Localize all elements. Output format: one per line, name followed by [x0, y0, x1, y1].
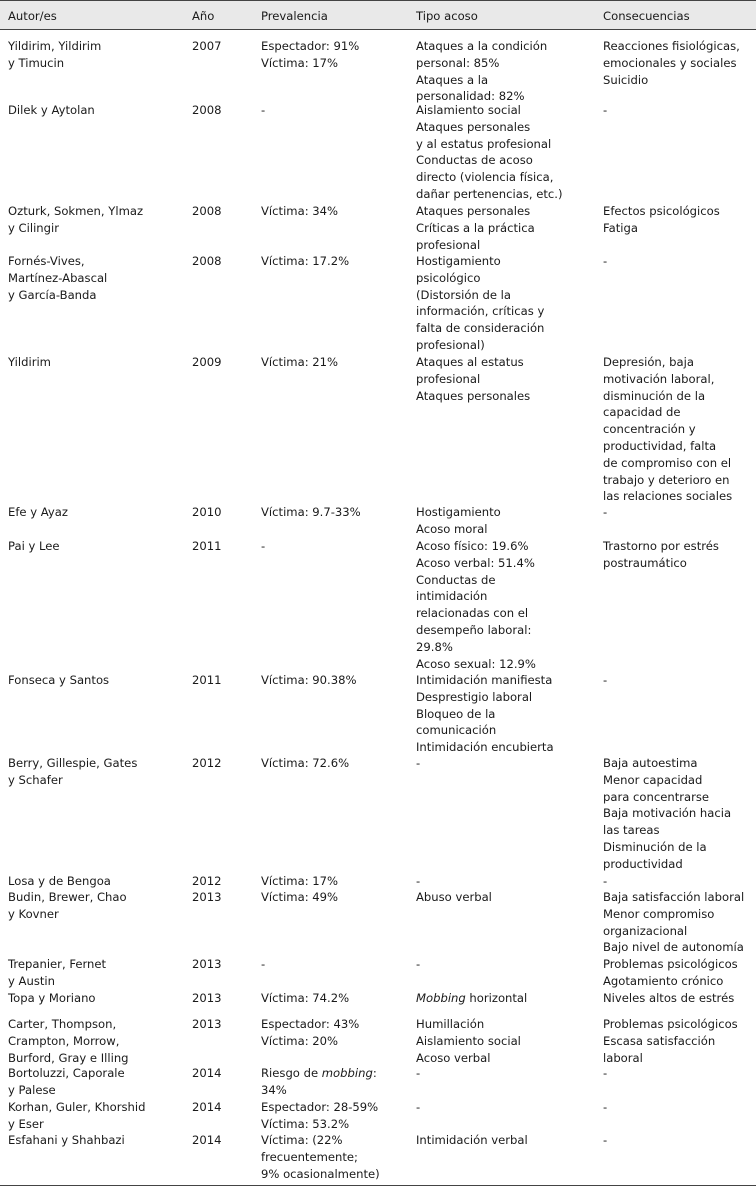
cell-anio: 2014 — [192, 1066, 222, 1080]
cell-anio: 2013 — [192, 991, 222, 1005]
cell-anio: 2009 — [192, 355, 222, 369]
cell-autor: Efe y Ayaz — [8, 505, 68, 519]
cell-autor: Dilek y Aytolan — [8, 103, 95, 117]
cell-tipo: Hostigamiento psicológico (Distorsión de la información, críticas y falta de consideración profesional) — [416, 254, 545, 352]
cell-anio: 2012 — [192, 756, 222, 770]
cell-tipo: Aislamiento social Ataques personales y al estatus profesional Conductas de acoso directo (violencia física, dañar pertenencias, etc.) — [416, 103, 563, 201]
cell-consecuencias: Problemas psicológicos Agotamiento crónico — [603, 957, 738, 988]
cell-prevalencia-rest: : 34% — [261, 1066, 377, 1097]
header-autor: Autor/es — [8, 9, 57, 23]
header-tipo: Tipo acoso — [416, 9, 478, 23]
cell-tipo: Ataques al estatus profesional Ataques personales — [416, 355, 531, 403]
cell-consecuencias: - — [603, 254, 608, 268]
cell-prevalencia: - — [261, 103, 266, 117]
cell-autor: Yildirim, Yildirim y Timucin — [8, 39, 102, 70]
cell-prevalencia: Víctima: 74.2% — [261, 991, 350, 1005]
cell-autor: Carter, Thompson, Crampton, Morrow, Burford, Gray e Illing — [8, 1017, 129, 1065]
cell-tipo-rest: horizontal — [465, 991, 528, 1005]
cell-prevalencia — [261, 1065, 411, 1099]
cell-anio: 2011 — [192, 539, 222, 553]
cell-autor: Yildirim — [8, 355, 51, 369]
cell-autor: Ozturk, Sokmen, Ylmaz y Cilingir — [8, 204, 144, 235]
cell-consecuencias: Reacciones fisiológicas, emocionales y sociales Suicidio — [603, 39, 740, 87]
cell-anio: 2011 — [192, 673, 222, 687]
cell-consecuencias: - — [603, 673, 608, 687]
cell-anio: 2008 — [192, 254, 222, 268]
cell-consecuencias: - — [603, 103, 608, 117]
cell-tipo: Abuso verbal — [416, 890, 492, 904]
cell-consecuencias: - — [603, 1100, 608, 1114]
cell-autor: Esfahani y Shahbazi — [8, 1133, 125, 1147]
header-prevalencia: Prevalencia — [261, 9, 328, 23]
cell-prevalencia-pre: Riesgo de — [261, 1066, 322, 1080]
cell-consecuencias: Baja autoestima Menor capacidad para concentrarse Baja motivación hacia las tareas Disminución de la productividad — [603, 756, 732, 871]
cell-prevalencia: Espectador: 91% Víctima: 17% — [261, 39, 360, 70]
cell-prevalencia: Víctima: 17% — [261, 874, 339, 888]
cell-consecuencias: Niveles altos de estrés — [603, 991, 735, 1005]
cell-prevalencia: Víctima: 34% — [261, 204, 339, 218]
cell-tipo: Intimidación manifiesta Desprestigio laboral Bloqueo de la comunicación Intimidación encubierta — [416, 673, 554, 755]
cell-autor: Fornés-Vives, Martínez-Abascal y García-Banda — [8, 254, 108, 302]
cell-autor: Budin, Brewer, Chao y Kovner — [8, 890, 127, 921]
cell-autor: Bortoluzzi, Caporale y Palese — [8, 1066, 125, 1097]
cell-autor: Losa y de Bengoa — [8, 874, 111, 888]
cell-autor: Korhan, Guler, Khorshid y Eser — [8, 1100, 146, 1131]
cell-autor: Trepanier, Fernet y Austin — [8, 957, 107, 988]
cell-autor: Pai y Lee — [8, 539, 60, 553]
cell-anio: 2013 — [192, 1017, 222, 1031]
cell-autor: Berry, Gillespie, Gates y Schafer — [8, 756, 138, 787]
cell-tipo-italic: Mobbing — [416, 991, 466, 1005]
cell-prevalencia: - — [261, 539, 266, 553]
cell-prevalencia: Víctima: 17.2% — [261, 254, 350, 268]
cell-prevalencia: Víctima: 90.38% — [261, 673, 357, 687]
cell-anio: 2008 — [192, 103, 222, 117]
cell-tipo: Ataques a la condición personal: 85% Ataques a la personalidad: 82% — [416, 39, 548, 104]
header-consecuencias: Consecuencias — [603, 9, 690, 23]
cell-autor: Topa y Moriano — [8, 991, 96, 1005]
cell-tipo: - — [416, 957, 421, 971]
cell-tipo: Hostigamiento Acoso moral — [416, 505, 501, 536]
cell-consecuencias: Depresión, baja motivación laboral, disminución de la capacidad de concentración y productividad, falta de compromiso con el trabajo y deterioro en las relaciones sociales — [603, 355, 733, 504]
cell-prevalencia: Víctima: (22% frecuentemente; 9% ocasionalmente) — [261, 1133, 380, 1181]
cell-prevalencia: Espectador: 28-59% Víctima: 53.2% — [261, 1100, 379, 1131]
cell-tipo: - — [416, 756, 421, 770]
cell-prevalencia-italic: mobbing — [321, 1066, 373, 1080]
cell-prevalencia: Espectador: 43% Víctima: 20% — [261, 1017, 360, 1048]
cell-consecuencias: Baja satisfacción laboral Menor compromiso organizacional Bajo nivel de autonomía — [603, 890, 745, 955]
cell-anio: 2010 — [192, 505, 222, 519]
cell-tipo: Ataques personales Críticas a la práctica profesional — [416, 204, 535, 252]
cell-anio: 2014 — [192, 1100, 222, 1114]
cell-autor: Fonseca y Santos — [8, 673, 110, 687]
cell-anio: 2013 — [192, 890, 222, 904]
cell-consecuencias: - — [603, 1133, 608, 1147]
cell-prevalencia: Víctima: 72.6% — [261, 756, 350, 770]
cell-consecuencias: Trastorno por estrés postraumático — [603, 539, 719, 570]
cell-anio: 2012 — [192, 874, 222, 888]
cell-prevalencia: Víctima: 49% — [261, 890, 339, 904]
cell-consecuencias: - — [603, 1066, 608, 1080]
cell-anio: 2014 — [192, 1133, 222, 1147]
cell-prevalencia: - — [261, 957, 266, 971]
cell-consecuencias: - — [603, 874, 608, 888]
cell-anio: 2013 — [192, 957, 222, 971]
cell-tipo: - — [416, 874, 421, 888]
cell-tipo: Intimidación verbal — [416, 1133, 528, 1147]
cell-anio: 2007 — [192, 39, 222, 53]
cell-tipo: - — [416, 1100, 421, 1114]
cell-tipo — [416, 990, 596, 1007]
table-bottom-rule — [0, 1185, 756, 1186]
cell-prevalencia: Víctima: 9.7-33% — [261, 505, 361, 519]
header-anio: Año — [192, 9, 215, 23]
cell-tipo: Acoso físico: 19.6% Acoso verbal: 51.4% Conductas de intimidación relacionadas con el desempeño laboral: 29.8% Acoso sexual: 12.9% — [416, 539, 536, 671]
table-header — [0, 0, 756, 30]
cell-prevalencia: Víctima: 21% — [261, 355, 339, 369]
cell-consecuencias: Problemas psicológicos Escasa satisfacción laboral — [603, 1017, 738, 1065]
cell-consecuencias: - — [603, 505, 608, 519]
cell-anio: 2008 — [192, 204, 222, 218]
cell-consecuencias: Efectos psicológicos Fatiga — [603, 204, 720, 235]
cell-tipo: - — [416, 1066, 421, 1080]
cell-tipo: Humillación Aislamiento social Acoso verbal — [416, 1017, 521, 1065]
